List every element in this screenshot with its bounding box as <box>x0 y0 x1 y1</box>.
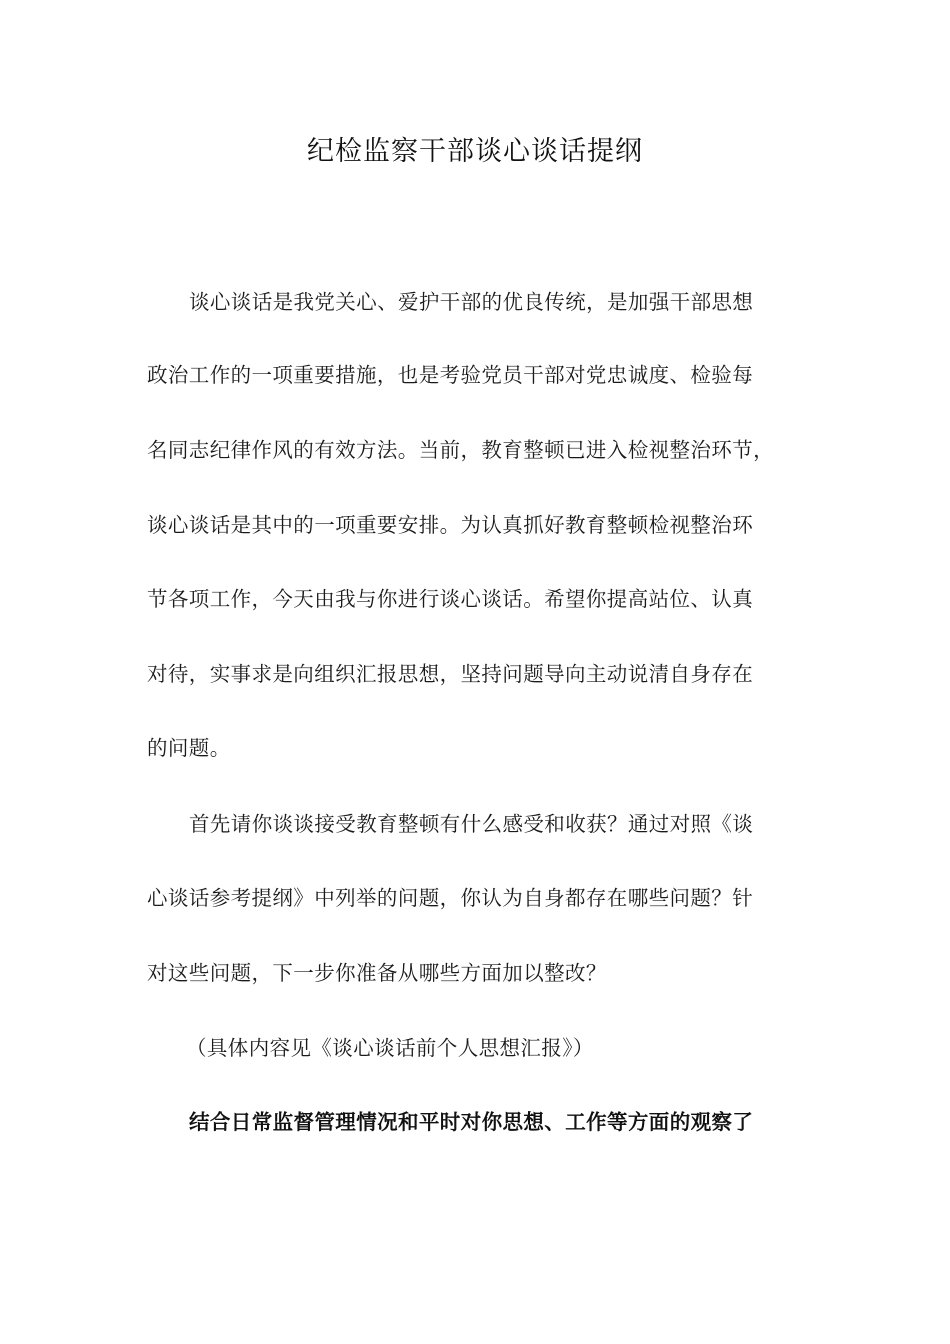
paragraph-3-line-1: 结合日常监督管理情况和平时对你思想、工作等方面的观察了 <box>189 1110 754 1134</box>
paragraph-1-line-3: 名同志纪律作风的有效方法。当前，教育整顿已进入检视整治环节， <box>147 438 774 462</box>
paragraph-2-line-3: 对这些问题，下一步你准备从哪些方面加以整改？ <box>147 961 607 985</box>
paragraph-1-line-1: 谈心谈话是我党关心、爱护干部的优良传统，是加强干部思想 <box>189 290 754 314</box>
paragraph-1-line-7: 的问题。 <box>147 736 231 760</box>
paragraph-1-line-4: 谈心谈话是其中的一项重要安排。为认真抓好教育整顿检视整治环 <box>147 513 754 537</box>
reference-note: （具体内容见《谈心谈话前个人思想汇报》） <box>186 1036 594 1060</box>
paragraph-1-line-5: 节各项工作，今天由我与你进行谈心谈话。希望你提高站位、认真 <box>147 587 754 611</box>
paragraph-2-line-2: 心谈话参考提纲》中列举的问题，你认为自身都存在哪些问题？针 <box>147 886 754 910</box>
paragraph-1-line-2: 政治工作的一项重要措施，也是考验党员干部对党忠诚度、检验每 <box>147 363 754 387</box>
paragraph-2-line-1: 首先请你谈谈接受教育整顿有什么感受和收获？通过对照《谈 <box>189 812 754 836</box>
document-title: 纪检监察干部谈心谈话提纲 <box>307 136 643 167</box>
paragraph-1-line-6: 对待，实事求是向组织汇报思想，坚持问题导向主动说清自身存在 <box>147 662 754 686</box>
